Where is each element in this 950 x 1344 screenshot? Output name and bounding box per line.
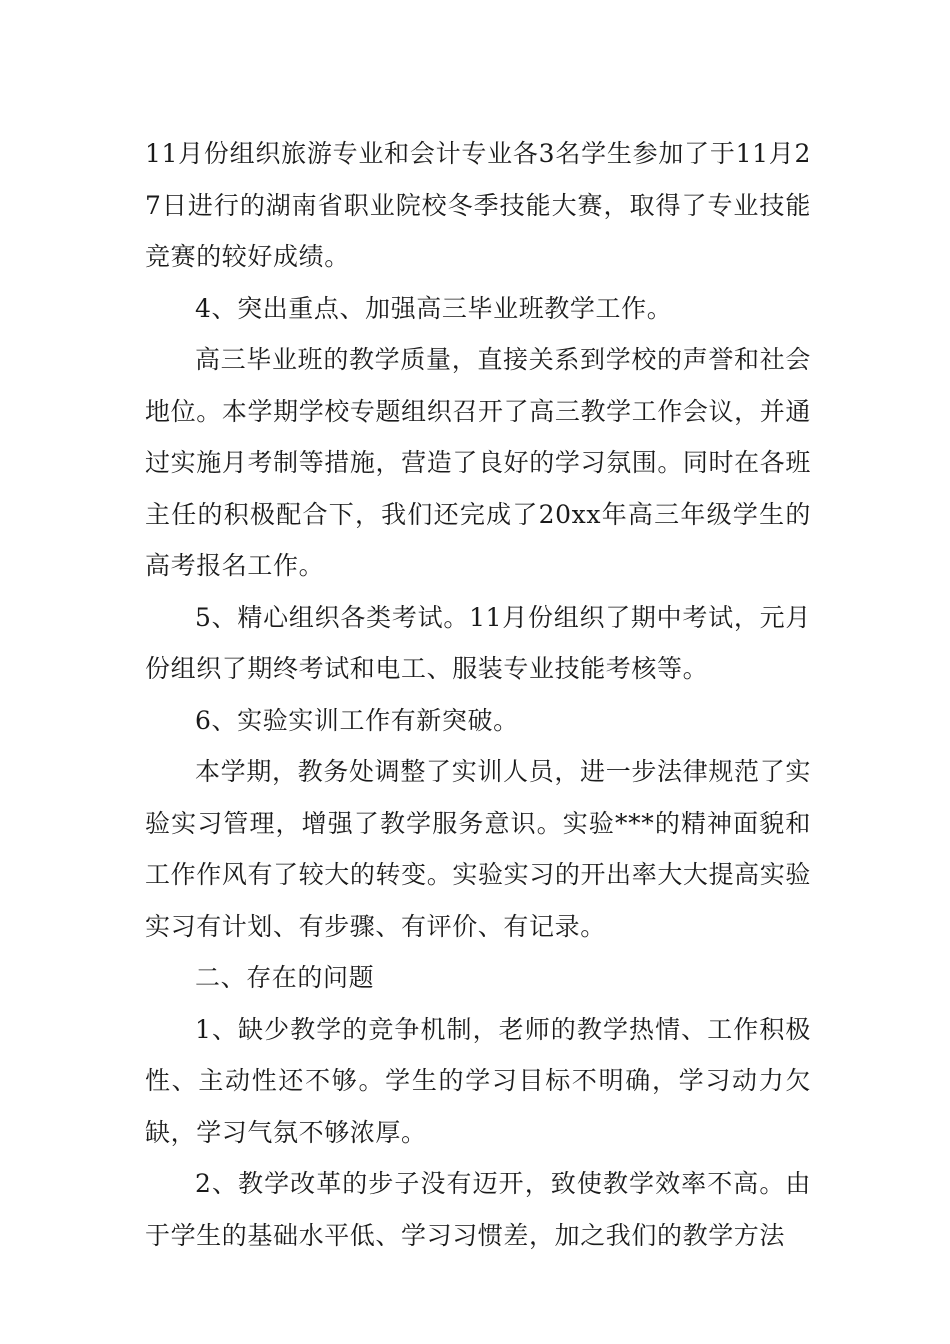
paragraph-heading-5-exams: 5、精心组织各类考试。11月份组织了期中考试，元月份组织了期终考试和电工、服装专业技能考核等。 (145, 602, 811, 683)
paragraph-heading-6: 6、实验实训工作有新突破。 (195, 705, 519, 735)
paragraph-award: 11月份组织旅游专业和会计专业各3名学生参加了于11月27日进行的湖南省职业院校冬季技能大赛，取得了专业技能竞赛的较好成绩。 (145, 139, 811, 271)
paragraph-problem-2: 2、教学改革的步子没有迈开，致使教学效率不高。由于学生的基础水平低、学习习惯差，加之我们的教学方法 (145, 1169, 811, 1250)
paragraph-senior-class: 高三毕业班的教学质量，直接关系到学校的声誉和社会地位。本学期学校专题组织召开了高三教学工作会议，并通过实施月考制等措施，营造了良好的学习氛围。同时在各班主任的积极配合下，我们还完成了20xx年高三年级学生的高考报名工作。 (145, 345, 811, 580)
paragraph-problem-1: 1、缺少教学的竞争机制，老师的教学热情、工作积极性、主动性还不够。学生的学习目标不明确，学习动力欠缺，学习气氛不够浓厚。 (145, 1014, 811, 1147)
paragraph-heading-4: 4、突出重点、加强高三毕业班教学工作。 (195, 293, 673, 323)
paragraph-lab-training: 本学期，教务处调整了实训人员，进一步法律规范了实验实习管理，增强了教学服务意识。实验***的精神面貌和工作作风有了较大的转变。实验实习的开出率大大提高实验实习有计划、有步骤、有评价、有记录。 (145, 757, 811, 941)
paragraph-section-problems: 二、存在的问题 (195, 963, 375, 992)
document-body (145, 128, 811, 1261)
